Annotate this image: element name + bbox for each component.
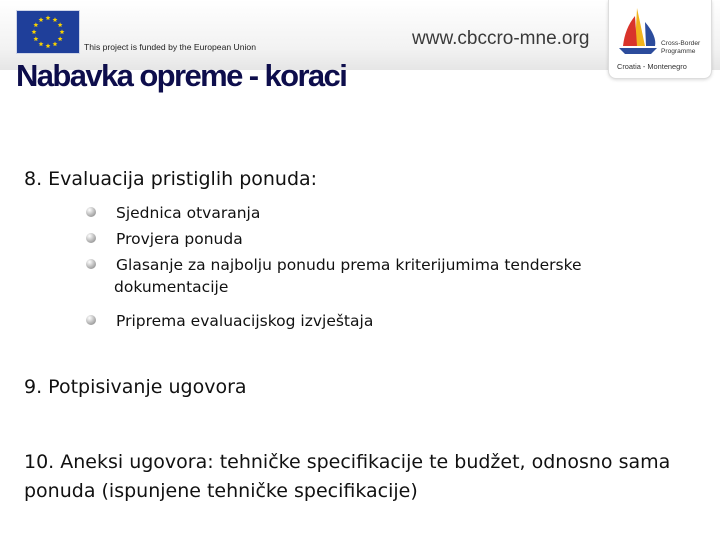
logo-line-1: Cross-Border: [661, 40, 701, 47]
logo-line-2: Programme: [661, 48, 696, 55]
bullet-icon: [86, 207, 96, 217]
eu-star-icon: [39, 42, 44, 47]
logo-line-3: Croatia - Montenegro: [617, 62, 687, 71]
slide: This project is funded by the European Union www.cbccro-mne.org Cross-Border Programme Croatia - Montenegro Nabavka opreme - koraci 8. Evaluacija pristiglih ponuda: Sjednica otvaranja Provjera ponuda Glasanje za najbolju ponudu prema kriterijumima tenderske dokumentacije Priprema evaluacijskog izvještaja 9. Potpisivanje ugovora 10. Aneksi ugovora: tehničke specifikacije te budžet, odnosno sama ponuda (ispunjene tehničke specifikacije): [0, 0, 720, 540]
step-9: 9. Potpisivanje ugovora: [24, 376, 247, 398]
eu-star-icon: [53, 17, 58, 22]
eu-star-icon: [46, 15, 51, 20]
bullet-icon: [86, 233, 96, 243]
eu-star-icon: [53, 42, 58, 47]
eu-star-icon: [33, 36, 38, 41]
bullet-icon: [86, 259, 96, 269]
eu-star-icon: [60, 29, 65, 34]
bullet-icon: [86, 315, 96, 325]
sail-logo-icon: [615, 6, 661, 62]
programme-logo: [608, 0, 712, 79]
step-8: 8. Evaluacija pristiglih ponuda:: [24, 168, 318, 190]
eu-funding-note: This project is funded by the European Union: [84, 42, 256, 52]
eu-star-icon: [32, 29, 37, 34]
eu-star-icon: [58, 36, 63, 41]
eu-star-icon: [58, 22, 63, 27]
step-10: 10. Aneksi ugovora: tehničke specifikacije te budžet, odnosno sama ponuda (ispunjene tehničke specifikacije): [24, 451, 671, 502]
eu-star-icon: [39, 17, 44, 22]
eu-flag-icon: [16, 10, 80, 54]
eu-star-icon: [33, 22, 38, 27]
eu-star-icon: [46, 43, 51, 48]
page-title: Nabavka opreme - koraci: [16, 58, 347, 93]
site-url: www.cbccro-mne.org: [412, 28, 590, 49]
